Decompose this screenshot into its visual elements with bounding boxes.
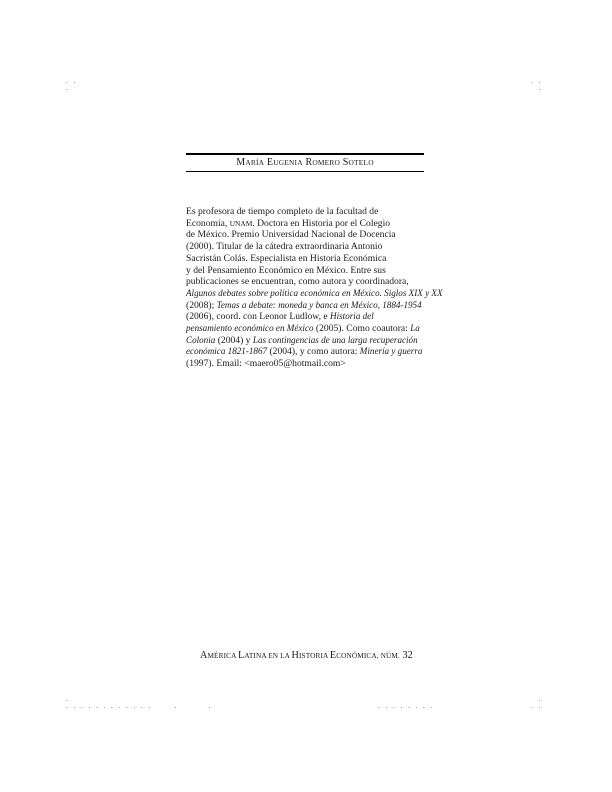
crop-mark-bottom-right: . . . [531,695,543,710]
bio-line: y del Pensamiento Económico en México. Entre sus [186,264,386,276]
bio-line: Colonia (2004) y Las contingencias de una larga recuperación [186,334,418,346]
heading-rule-top [186,153,424,155]
bio-line: de México. Premio Universidad Nacional de Docencia [186,229,396,241]
crop-mark-top-left: . . . [66,77,78,92]
heading-rule-bottom [186,171,424,172]
bio-line: publicaciones se encuentran, como autora y coordinadora, [186,276,409,288]
bio-line: (2006), coord. con Leonor Ludlow, e Historia del [186,311,374,323]
author-name-heading: MARÍA EUGENIA ROMERO SOTELO [236,157,374,168]
author-biography [186,206,443,370]
crop-mark-bottom-left: . . . . . . . . . . . . . . . [66,695,213,710]
bio-line: (2008); Temas a debate: moneda y banca en México, 1884-1954 [186,299,422,311]
journal-footer: AMÉRICA LATINA EN LA HISTORIA ECONÓMICA, NÚM. 32 [200,650,413,661]
crop-mark-bottom-middle: . . . . . . . . [378,702,435,710]
bio-line: Algunos debates sobre política económica en México. Siglos XIX y XX [186,287,443,298]
bio-line: (1997). Email: <maero05@hotmail.com> [186,358,346,370]
bio-line: pensamiento económico en México (2005). Como coautora: La [186,323,420,335]
crop-mark-top-right: . . . [531,77,543,92]
bio-line: Es profesora de tiempo completo de la facultad de [186,206,379,217]
bio-line: (2000). Titular de la cátedra extraordinaria Antonio [186,241,383,253]
bio-line: Economía, UNAM. Doctora en Historia por el Colegio [186,217,391,229]
bio-line: económica 1821-1867 (2004), y como autora: Minería y guerra [186,346,423,358]
bio-line: Sacristán Colás. Especialista en Historia Económica [186,252,387,264]
